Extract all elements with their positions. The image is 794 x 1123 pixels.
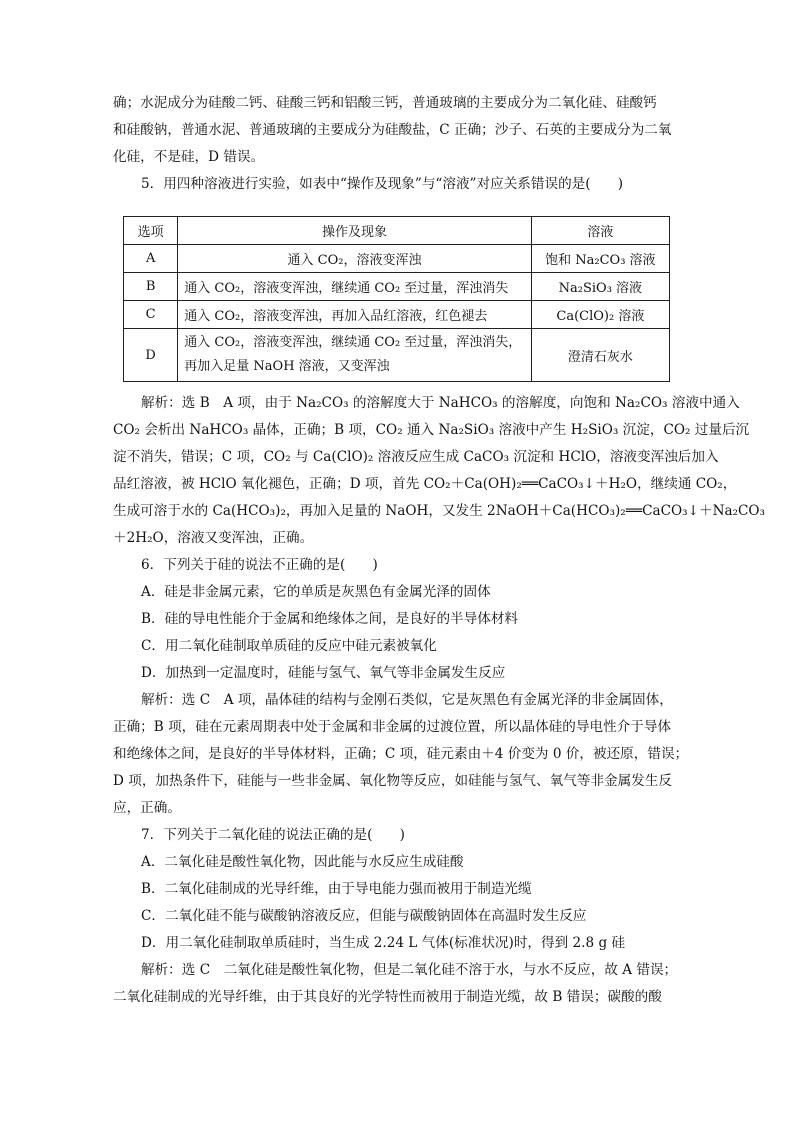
analysis-line: 正确；B 项，硅在元素周期表中处于金属和非金属的过渡位置，所以晶体硅的导电性介于导体 xyxy=(113,719,672,735)
analysis-line: ＋2H₂O，溶液又变浑浊，正确。 xyxy=(113,530,314,546)
question-5-table xyxy=(123,216,670,382)
operation-line: 通入 CO₂，溶液变浑浊，继续通 CO₂ 至过量，浑浊消失， xyxy=(184,335,522,350)
table-cell-operation: 通入 CO₂，溶液变浑浊 xyxy=(178,245,531,273)
table-cell-option: D xyxy=(124,329,178,382)
question-stem: 6．下列关于硅的说法不正确的是( ) xyxy=(141,557,378,573)
analysis-line: 解析：选 C A 项，晶体硅的结构与金刚石类似，它是灰黑色有金属光泽的非金属固体， xyxy=(141,692,673,708)
table-cell-solution: 饱和 Na₂CO₃ 溶液 xyxy=(531,245,669,273)
table-cell-solution: 澄清石灰水 xyxy=(531,329,669,382)
table-cell-option: A xyxy=(124,245,178,273)
table-cell-operation: 通入 CO₂，溶液变浑浊，再加入品红溶液，红色褪去 xyxy=(178,301,531,329)
analysis-line: 品红溶液，被 HClO 氧化褪色，正确；D 项，首先 CO₂＋Ca(OH)₂══CaCO₃↓＋H₂O，继续通 CO₂， xyxy=(113,476,737,492)
table-cell-solution: Na₂SiO₃ 溶液 xyxy=(531,273,669,301)
answer-option: A．二氧化硅是酸性氧化物，因此能与水反应生成硅酸 xyxy=(141,854,464,870)
analysis-line: 解析：选 B A 项，由于 Na₂CO₃ 的溶解度大于 NaHCO₃ 的溶解度，向饱和 Na₂CO₃ 溶液中通入 xyxy=(141,395,740,411)
prev-analysis-continuation xyxy=(113,90,683,171)
table-cell-solution: Ca(ClO)₂ 溶液 xyxy=(531,301,669,329)
answer-option: C．二氧化硅不能与碳酸钠溶液反应，但能与碳酸钠固体在高温时发生反应 xyxy=(141,908,587,924)
table-row xyxy=(124,245,670,273)
analysis-line: 和绝缘体之间，是良好的半导体材料，正确；C 项，硅元素由＋4 价变为 0 价，被还原，错误； xyxy=(113,746,689,762)
answer-option: D．加热到一定温度时，硅能与氢气、氧气等非金属发生反应 xyxy=(141,665,506,681)
answer-option: B．硅的导电性能介于金属和绝缘体之间，是良好的半导体材料 xyxy=(141,611,519,627)
question-6 xyxy=(113,552,689,822)
analysis-line: 二氧化硅制成的光导纤维，由于其良好的光学特性而被用于制造光缆，故 B 错误；碳酸的酸 xyxy=(113,989,662,1005)
table-cell-option: C xyxy=(124,301,178,329)
table-cell-operation xyxy=(178,329,531,382)
question-5 xyxy=(113,171,766,552)
analysis-line: 应，正确。 xyxy=(113,800,181,816)
table-row xyxy=(124,301,670,329)
table-header-row xyxy=(124,217,670,245)
operation-line: 再加入足量 NaOH 溶液，又变浑浊 xyxy=(184,359,390,374)
table-header: 选项 xyxy=(124,217,178,245)
question-stem: 7．下列关于二氧化硅的说法正确的是( ) xyxy=(141,827,405,843)
text-line: 化硅，不是硅，D 错误。 xyxy=(113,149,265,165)
analysis-line: 淀不消失，错误；C 项，CO₂ 与 Ca(ClO)₂ 溶液反应生成 CaCO₃ 沉淀和 HClO，溶液变浑浊后加入 xyxy=(113,449,719,465)
table-cell-option: B xyxy=(124,273,178,301)
answer-option: A．硅是非金属元素，它的单质是灰黑色有金属光泽的固体 xyxy=(141,584,491,600)
table-row xyxy=(124,273,670,301)
question-5-analysis xyxy=(113,390,766,552)
document-page xyxy=(113,90,766,1011)
analysis-line: D 项，加热条件下，硅能与一些非金属、氧化物等反应，如硅能与氢气、氧气等非金属发生反 xyxy=(113,773,672,789)
table-cell-operation: 通入 CO₂，溶液变浑浊，继续通 CO₂ 至过量，浑浊消失 xyxy=(178,273,531,301)
answer-option: B．二氧化硅制成的光导纤维，由于导电能力强而被用于制造光缆 xyxy=(141,881,532,897)
analysis-line: CO₂ 会析出 NaHCO₃ 晶体，正确；B 项，CO₂ 通入 Na₂SiO₃ 溶液中产生 H₂SiO₃ 沉淀，CO₂ 过量后沉 xyxy=(113,422,750,438)
question-7-analysis xyxy=(113,957,683,1011)
text-line: 确；水泥成分为硅酸二钙、硅酸三钙和铝酸三钙，普通玻璃的主要成分为二氧化硅、硅酸钙 xyxy=(113,95,657,111)
question-stem: 5．用四种溶液进行实验，如表中“操作及现象”与“溶液”对应关系错误的是( ) xyxy=(141,176,624,192)
table-header: 溶液 xyxy=(531,217,669,245)
question-6-analysis xyxy=(113,687,689,822)
table-row xyxy=(124,329,670,382)
text-line: 和硅酸钠，普通水泥、普通玻璃的主要成分为硅酸盐，C 正确；沙子、石英的主要成分为二氧 xyxy=(113,122,672,138)
analysis-line: 解析：选 C 二氧化硅是酸性氧化物，但是二氧化硅不溶于水，与水不反应，故 A 错误； xyxy=(141,962,678,978)
answer-option: C．用二氧化硅制取单质硅的反应中硅元素被氧化 xyxy=(141,638,437,654)
question-7 xyxy=(113,822,683,1011)
answer-option: D．用二氧化硅制取单质硅时，当生成 2.24 L 气体(标准状况)时，得到 2.8 g 硅 xyxy=(141,935,626,951)
analysis-line: 生成可溶于水的 Ca(HCO₃)₂，再加入足量的 NaOH，又发生 2NaOH＋Ca(HCO₃)₂══CaCO₃↓＋Na₂CO₃ xyxy=(113,503,766,519)
table-header: 操作及现象 xyxy=(178,217,531,245)
